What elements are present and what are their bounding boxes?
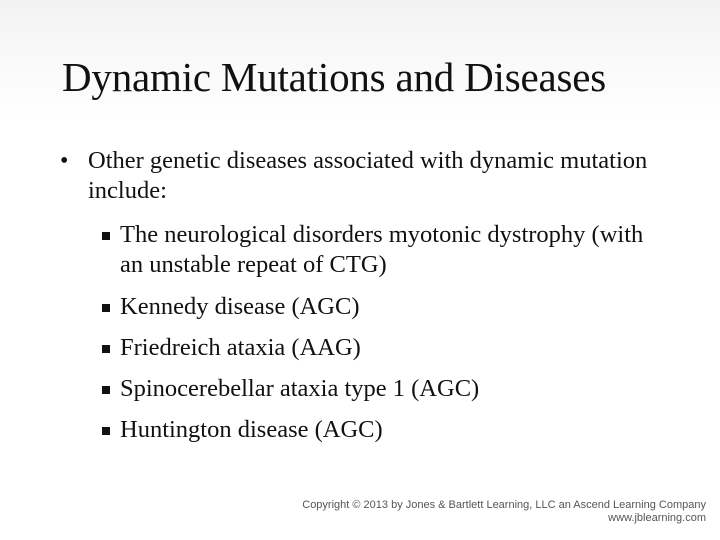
square-bullet-icon [102, 345, 110, 353]
bullet-text: Other genetic diseases associated with dynamic mutation include: [88, 147, 648, 204]
square-bullet-icon [102, 427, 110, 435]
square-bullet-icon [102, 232, 110, 240]
square-bullet-icon [102, 304, 110, 312]
square-bullet-icon [102, 386, 110, 394]
bullet-dot-icon: • [60, 148, 69, 174]
sub-bullet-text: The neurological disorders myotonic dystrophy (with an unstable repeat of CTG) [120, 221, 644, 278]
website-link[interactable]: www.jblearning.com [608, 512, 706, 524]
copyright-text: Copyright © 2013 by Jones & Bartlett Learning, LLC an Ascend Learning Company [302, 499, 706, 511]
sub-bullet-text: Spinocerebellar ataxia type 1 (AGC) [120, 375, 480, 402]
sub-bullet-text: Friedreich ataxia (AAG) [120, 334, 361, 361]
sub-bullet-text: Huntington disease (AGC) [120, 416, 383, 443]
copyright-footer [302, 499, 706, 525]
slide-title: Dynamic Mutations and Diseases [62, 54, 606, 100]
sub-bullet-text: Kennedy disease (AGC) [120, 293, 360, 320]
